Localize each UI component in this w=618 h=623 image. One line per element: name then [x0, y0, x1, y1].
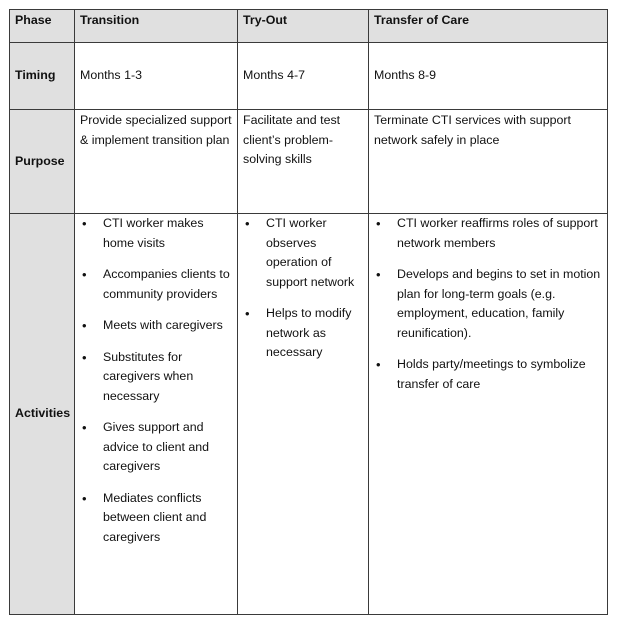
header-tryout: Try-Out	[238, 10, 369, 43]
purpose-transition: Provide specialized support & implement transition plan	[75, 110, 238, 214]
header-phase: Phase	[10, 10, 75, 43]
activities-transition-list	[80, 214, 232, 547]
timing-transfer: Months 8-9	[369, 43, 608, 110]
list-item: • Substitutes for caregivers when necessary	[80, 348, 232, 407]
list-item: • Gives support and advice to client and caregivers	[80, 418, 232, 477]
list-item: • Mediates conflicts between client and caregivers	[80, 489, 232, 548]
list-item: • CTI worker makes home visits	[80, 214, 232, 253]
purpose-transfer: Terminate CTI services with support network safely in place	[369, 110, 608, 214]
purpose-row	[10, 110, 608, 214]
header-row	[10, 10, 608, 43]
activities-row	[10, 214, 608, 615]
timing-label: Timing	[10, 43, 75, 110]
activities-transfer-list	[374, 214, 602, 394]
cti-phase-table	[9, 9, 608, 615]
purpose-tryout: Facilitate and test client’s problem-solving skills	[238, 110, 369, 214]
activities-transition-cell	[75, 214, 238, 615]
activities-label: Activities	[10, 214, 75, 615]
timing-row	[10, 43, 608, 110]
activities-tryout-list	[243, 214, 363, 363]
header-transition: Transition	[75, 10, 238, 43]
timing-transition: Months 1-3	[75, 43, 238, 110]
list-item: • Helps to modify network as necessary	[243, 304, 363, 363]
activities-tryout-cell	[238, 214, 369, 615]
header-transfer: Transfer of Care	[369, 10, 608, 43]
list-item: • Accompanies clients to community providers	[80, 265, 232, 304]
list-item: • CTI worker observes operation of support network	[243, 214, 363, 292]
activities-transfer-cell	[369, 214, 608, 615]
list-item: • Meets with caregivers	[80, 316, 232, 336]
list-item: • CTI worker reaffirms roles of support network members	[374, 214, 602, 253]
list-item: • Holds party/meetings to symbolize transfer of care	[374, 355, 602, 394]
purpose-label: Purpose	[10, 110, 75, 214]
list-item: • Develops and begins to set in motion plan for long-term goals (e.g. employment, education, family reunification).	[374, 265, 602, 343]
timing-tryout: Months 4-7	[238, 43, 369, 110]
